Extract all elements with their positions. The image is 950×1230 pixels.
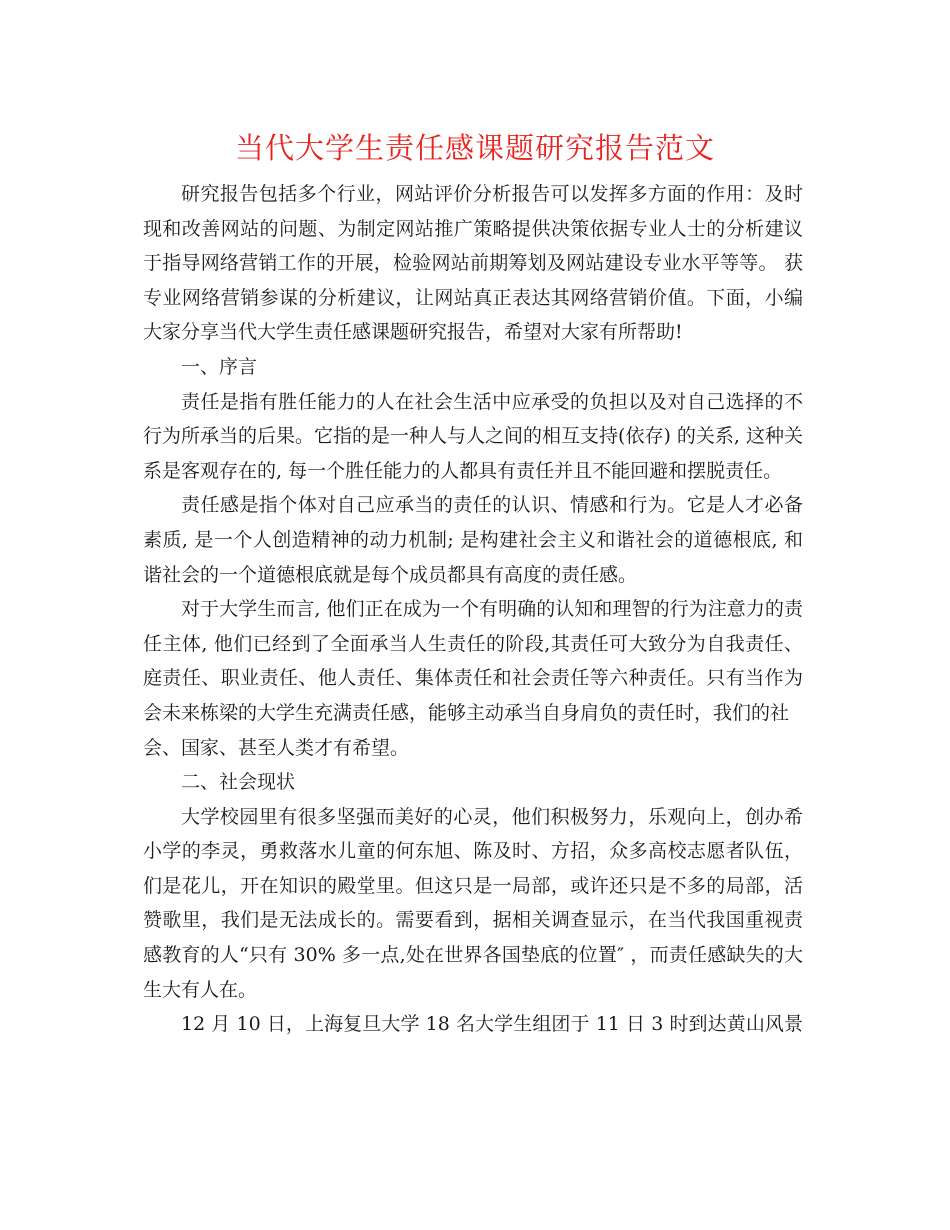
- text-line: 庭责任、职业责任、他人责任、集体责任和社会责任等六种责任。只有当作为: [143, 667, 803, 690]
- text-line: 谐社会的一个道德根底就是每个成员都具有高度的责任感。: [143, 563, 638, 586]
- text-line: 素质, 是一个人创造精神的动力机制; 是构建社会主义和谐社会的道德根底, 和: [143, 528, 803, 551]
- text-line: 二、社会现状: [181, 771, 296, 794]
- text-line: 赞歌里，我们是无法成长的。需要看到，据相关调查显示，在当代我国重视责: [143, 909, 803, 932]
- text-line: 一、序言: [181, 355, 258, 378]
- document-title: 当代大学生责任感课题研究报告范文: [234, 131, 715, 165]
- text-line: 会、国家、甚至人类才有希望。: [143, 736, 410, 759]
- text-line: 大家分享当代大学生责任感课题研究报告，希望对大家有所帮助!: [143, 321, 683, 344]
- text-line: 小学的李灵，勇救落水儿童的何东旭、陈及时、方招，众多高校志愿者队伍，: [143, 840, 803, 863]
- text-line: 现和改善网站的问题、为制定网站推广策略提供决策依据专业人士的分析建议: [143, 217, 803, 240]
- text-line: 责任是指有胜任能力的人在社会生活中应承受的负担以及对自己选择的不: [181, 390, 803, 413]
- text-line: 行为所承当的后果。它指的是一种人与人之间的相互支持(依存) 的关系, 这种关: [143, 425, 803, 448]
- text-line: 生大有人在。: [143, 978, 258, 1001]
- text-line: 12 月 10 日，上海复旦大学 18 名大学生组团于 11 日 3 时到达黄山风景: [181, 1013, 803, 1036]
- text-line: 责任感是指个体对自己应承当的责任的认识、情感和行为。它是人才必备: [181, 494, 803, 517]
- text-line: 感教育的人“只有 30% 多一点,处在世界各国垫底的位置″ ，而责任感缺失的大: [143, 944, 803, 967]
- text-line: 对于大学生而言, 他们正在成为一个有明确的认知和理智的行为注意力的责: [181, 598, 803, 621]
- text-line: 大学校园里有很多坚强而美好的心灵，他们积极努力，乐观向上，创办希: [181, 805, 803, 828]
- text-line: 会未来栋梁的大学生充满责任感，能够主动承当自身肩负的责任时，我们的社: [143, 701, 790, 724]
- text-line: 于指导网络营销工作的开展，检验网站前期筹划及网站建设专业水平等等。 获: [143, 252, 803, 275]
- text-line: 研究报告包括多个行业，网站评价分析报告可以发挥多方面的作用：及时: [181, 183, 803, 205]
- document-body: [143, 177, 803, 1042]
- text-line: 们是花儿，开在知识的殿堂里。但这只是一局部，或许还只是不多的局部，活: [143, 874, 803, 897]
- text-line: 任主体, 他们已经到了全面承当人生责任的阶段,其责任可大致分为自我责任、: [143, 632, 803, 655]
- text-line: 系是客观存在的, 每一个胜任能力的人都具有责任并且不能回避和摆脱责任。: [143, 459, 783, 482]
- text-line: 专业网络营销参谋的分析建议，让网站真正表达其网络营销价值。下面，小编: [143, 286, 803, 309]
